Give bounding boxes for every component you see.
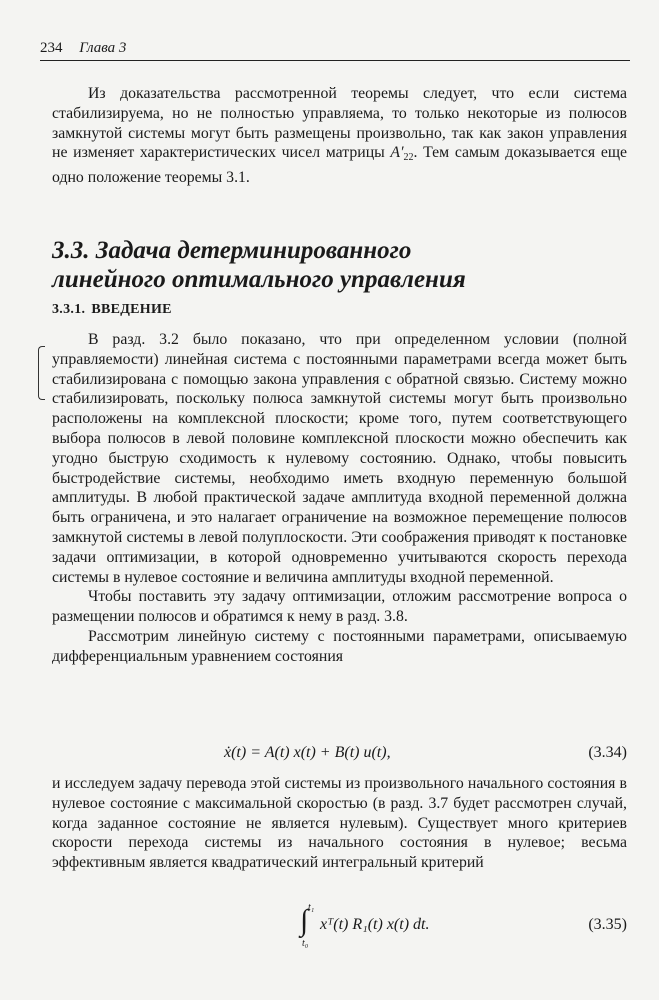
matrix-subscript: 22: [403, 152, 414, 164]
paragraph-after-equation: [52, 774, 627, 873]
section-title: [52, 236, 627, 294]
integrand: xᵀ(t) R₁(t) x(t) dt.: [320, 916, 430, 933]
section-title-line2: линейного оптимального управления: [52, 266, 466, 293]
page-number: 234: [40, 40, 63, 56]
margin-pencil-mark: [38, 346, 45, 400]
paragraph-1: В разд. 3.2 было показано, что при определенном условии (полной управляемости) линейная система с постоянными параметрами всегда может быть стабилизирована с помощью закона управления с обратной связью. Систему можно стабилизировать, поскольку полюса замкнутой системы могут быть произвольно расположены на комплексной плоскости; кроме того, путем соответствующего выбора полюсов в левой половине комплексной плоскости можно обеспечить как угодно быструю сходимость к нулевому состоянию. Однако, чтобы повысить быстродействие системы, необходимо иметь входную переменную большой амплитуды. В любой практической задаче амплитуда входной переменной должна быть ограничена, и это налагает ограничение на возможное перемещение полюсов замкнутой системы в левой полуплоскости. Эти соображения приводят к постановке задачи оптимизации, в которой одновременно учитываются скорость перехода системы в нулевое состояние и величина амплитуды входной переменной.: [52, 331, 627, 586]
matrix-symbol: A′: [390, 144, 404, 162]
subsection-number: 3.3.1.: [52, 302, 86, 317]
intro-text: Из доказательства рассмотренной теоремы следует, что если система стабилизируема, но не полностью управляема, то только некоторые из полюсов замкнутой системы могут быть размещены произвольно, так как закон управления не изменяет характеристических чисел матрицы: [52, 85, 627, 162]
main-text: [52, 330, 627, 667]
lower-limit: t₀: [302, 938, 309, 949]
upper-limit: t₁: [308, 902, 315, 913]
section-title-line1: 3.3. Задача детерминированного: [52, 237, 412, 264]
paragraph-2: Чтобы поставить эту задачу оптимизации, отложим рассмотрение вопроса о размещении полюсов и обратимся к нему в разд. 3.8.: [52, 588, 627, 626]
integral-sign: ∫: [300, 904, 309, 937]
intro-tail: . Тем самым доказывается еще одно положение теоремы 3.1.: [52, 144, 628, 187]
intro-paragraph: [52, 84, 627, 188]
chapter-label: Глава 3: [79, 40, 127, 56]
equation-number-2: (3.35): [588, 916, 627, 933]
paragraph-4: и исследуем задачу перевода этой системы из произвольного начального состояния в нулевое состояние с максимальной скоростью (в разд. 3.7 будет рассмотрен случай, когда заданное состояние не является нулевым). Существует много критериев скорости перехода системы из начального состояния в нулевое; весьма эффективным является квадратический интегральный критерий: [52, 775, 627, 872]
subsection-title: ВВЕДЕНИЕ: [91, 302, 172, 317]
integral-expression: [300, 902, 600, 956]
equation-number: (3.34): [588, 744, 627, 761]
equation-formula: ẋ(t) = A(t) x(t) + B(t) u(t),: [224, 744, 391, 761]
equation-3-34: [52, 744, 627, 768]
paragraph-3: Рассмотрим линейную систему с постоянными параметрами, описываемую дифференциальным уравнением состояния: [52, 627, 627, 665]
subsection-heading: [52, 302, 172, 318]
running-head: [40, 38, 630, 61]
equation-3-35: [52, 902, 627, 956]
